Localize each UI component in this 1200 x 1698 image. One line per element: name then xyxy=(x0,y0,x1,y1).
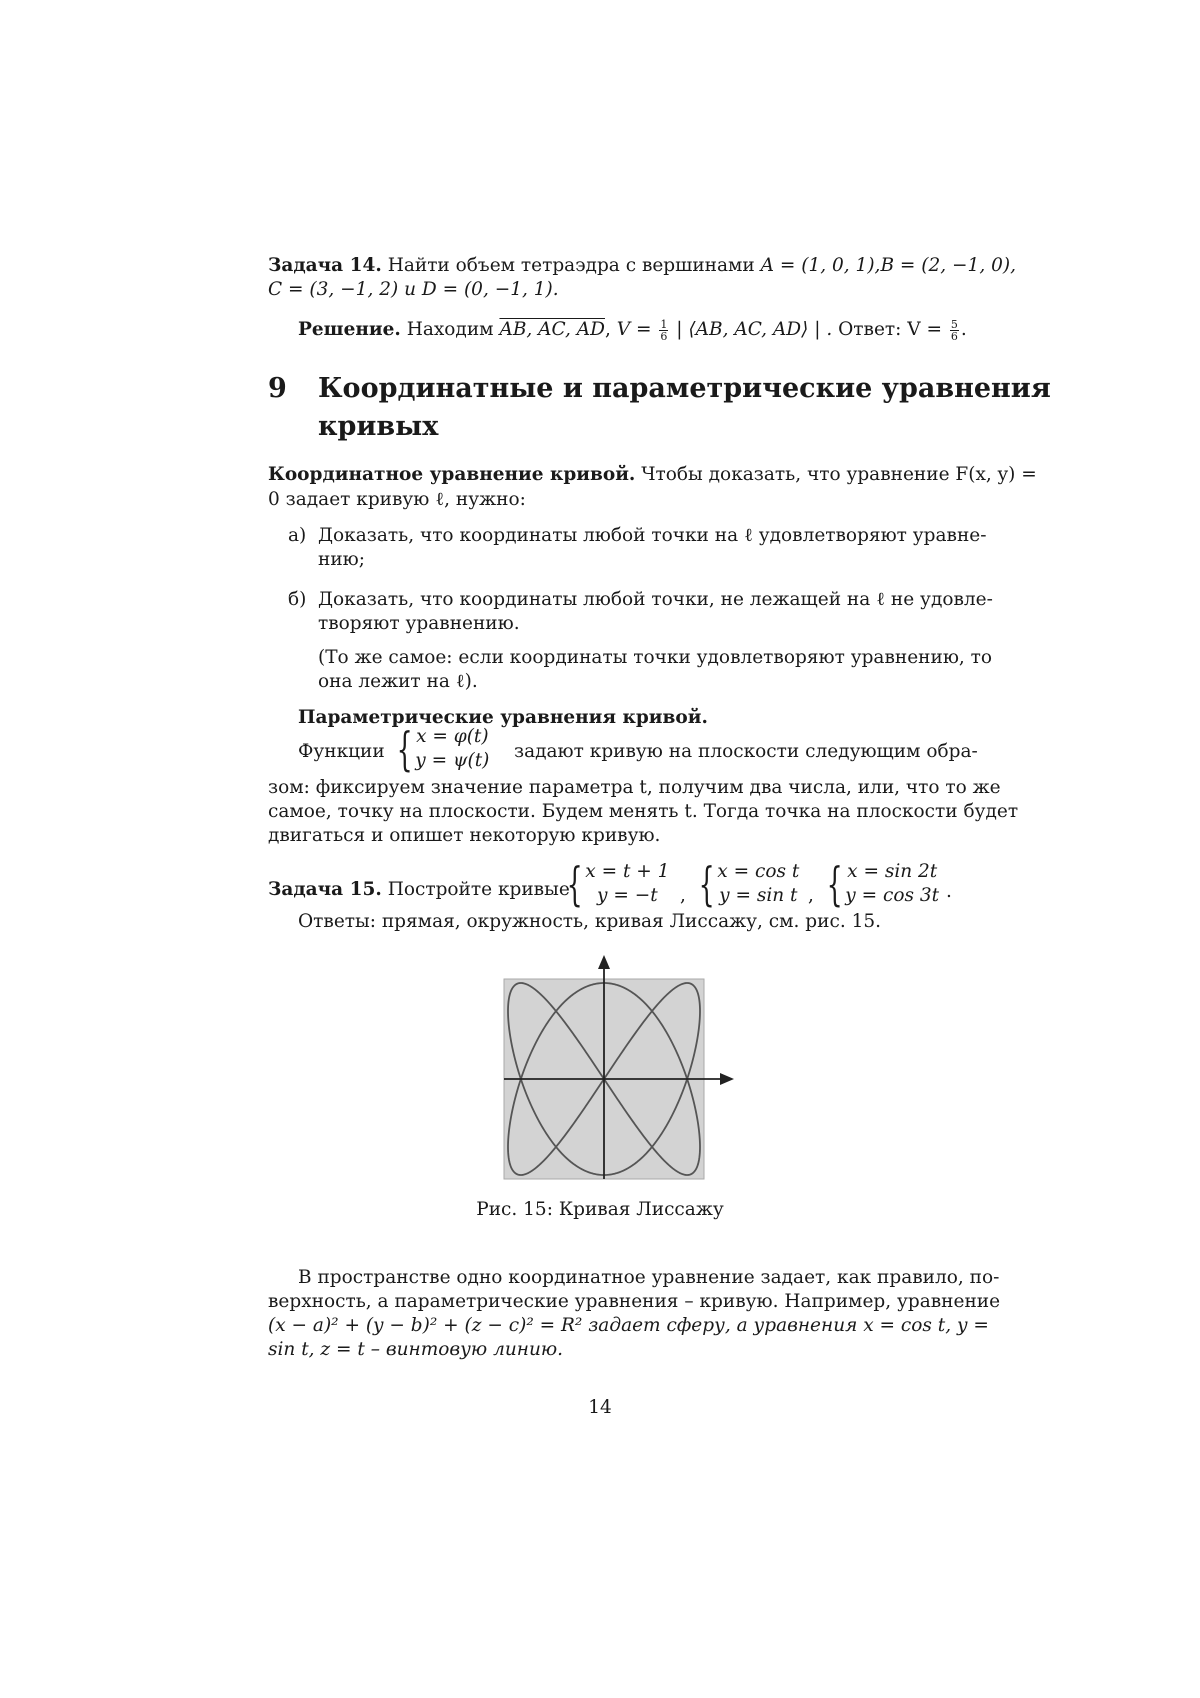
item-b-marker: б) xyxy=(288,588,306,612)
sys1-row2: y = −t xyxy=(585,884,669,908)
note-line2: она лежит на ℓ). xyxy=(318,670,478,694)
solution-text: Находим xyxy=(407,319,494,340)
item-b-line2: творяют уравнению. xyxy=(318,612,520,636)
comma2: , xyxy=(808,884,814,908)
coord-eq-label: Координатное уравнение кривой. xyxy=(268,464,635,485)
triple-product: | ⟨AB, AC, AD⟩ | . xyxy=(676,319,832,340)
x-axis-arrow xyxy=(720,1073,734,1085)
sys2-row2: y = sin t xyxy=(717,884,799,908)
closing-line4: sin t, z = t – винтовую линию. xyxy=(268,1338,563,1362)
task15-system3: { x = sin 2t y = cos 3t xyxy=(820,860,939,908)
task15-answers: Ответы: прямая, окружность, кривая Лиссажу, см. рис. 15. xyxy=(298,910,881,934)
task15-system2: { x = cos t y = sin t xyxy=(692,860,799,908)
coord-eq-text1: Чтобы доказать, что уравнение F(x, y) = xyxy=(641,464,1036,485)
sys2-row1: x = cos t xyxy=(717,860,799,884)
y-axis-arrow xyxy=(598,955,610,969)
task15-text: Постройте кривые xyxy=(388,879,570,900)
param-text1: задают кривую на плоскости следующим обра- xyxy=(514,740,978,764)
task14-text: Найти объем тетраэдра с вершинами xyxy=(388,255,755,276)
task14-line2: C = (3, −1, 2) и D = (0, −1, 1). xyxy=(268,278,559,302)
item-a-marker: а) xyxy=(288,524,306,548)
closing-line1: В пространстве одно координатное уравнение задает, как правило, по- xyxy=(298,1266,999,1290)
solution-vectors: AB, AC, AD xyxy=(499,319,605,340)
sys1-row1: x = t + 1 xyxy=(585,860,669,884)
param-sys-row2: y = ψ(t) xyxy=(415,749,489,773)
task14-solution: Решение. Находим AB, AC, AD, V = 1 6 | ⟨AB, AC, AD⟩ | . Ответ: V = 5 6 . xyxy=(298,318,967,342)
item-a-line2: нию; xyxy=(318,548,365,572)
param-eq-label: Параметрические уравнения кривой. xyxy=(298,706,708,730)
section-title-line1: Координатные и параметрические уравнения xyxy=(318,370,1051,408)
param-text3: самое, точку на плоскости. Будем менять t. Тогда точка на плоскости будет xyxy=(268,800,1018,824)
closing-line2: верхность, а параметрические уравнения – кривую. Например, уравнение xyxy=(268,1290,1000,1314)
fraction-five-sixths: 5 6 xyxy=(950,319,959,342)
item-b-line1: Доказать, что координаты любой точки, не лежащей на ℓ не удовле- xyxy=(318,588,993,612)
param-text4: двигаться и опишет некоторую кривую. xyxy=(268,824,660,848)
page xyxy=(0,0,1200,1698)
task15-label: Задача 15. xyxy=(268,879,382,900)
task15-system1: { x = t + 1 y = −t xyxy=(560,860,669,908)
lissajous-figure xyxy=(0,0,1200,1698)
sys3-row1: x = sin 2t xyxy=(845,860,939,884)
coord-eq-line2: 0 задает кривую ℓ, нужно: xyxy=(268,488,526,512)
figure-caption: Рис. 15: Кривая Лиссажу xyxy=(0,1198,1200,1222)
note-line1: (То же самое: если координаты точки удовлетворяют уравнению, то xyxy=(318,646,992,670)
task14-point-a: A = (1, 0, 1), xyxy=(761,255,881,276)
solution-volume-lhs: V = xyxy=(617,319,652,340)
task14-point-b: B = (2, −1, 0), xyxy=(880,254,1016,278)
section-number: 9 xyxy=(268,373,287,404)
comma1: , xyxy=(680,884,686,908)
task14-label: Задача 14. xyxy=(268,255,382,276)
sys3-row2: y = cos 3t xyxy=(845,884,939,908)
page-number: 14 xyxy=(0,1397,1200,1418)
fraction-one-sixth: 1 6 xyxy=(659,319,668,342)
answer-text: Ответ: V = xyxy=(838,319,942,340)
closing-line3: (x − a)² + (y − b)² + (z − c)² = R² задает сферу, а уравнения x = cos t, y = xyxy=(268,1314,989,1338)
solution-label: Решение. xyxy=(298,319,401,340)
param-text2: зом: фиксируем значение параметра t, получим два числа, или, что то же xyxy=(268,776,1001,800)
period: . xyxy=(946,880,952,904)
section-title-line2: кривых xyxy=(318,408,438,446)
left-brace: { xyxy=(397,726,413,772)
param-sys-row1: x = φ(t) xyxy=(415,725,489,749)
param-functions-word: Функции xyxy=(298,740,385,764)
item-a-line1: Доказать, что координаты любой точки на ℓ удовлетворяют уравне- xyxy=(318,524,987,548)
